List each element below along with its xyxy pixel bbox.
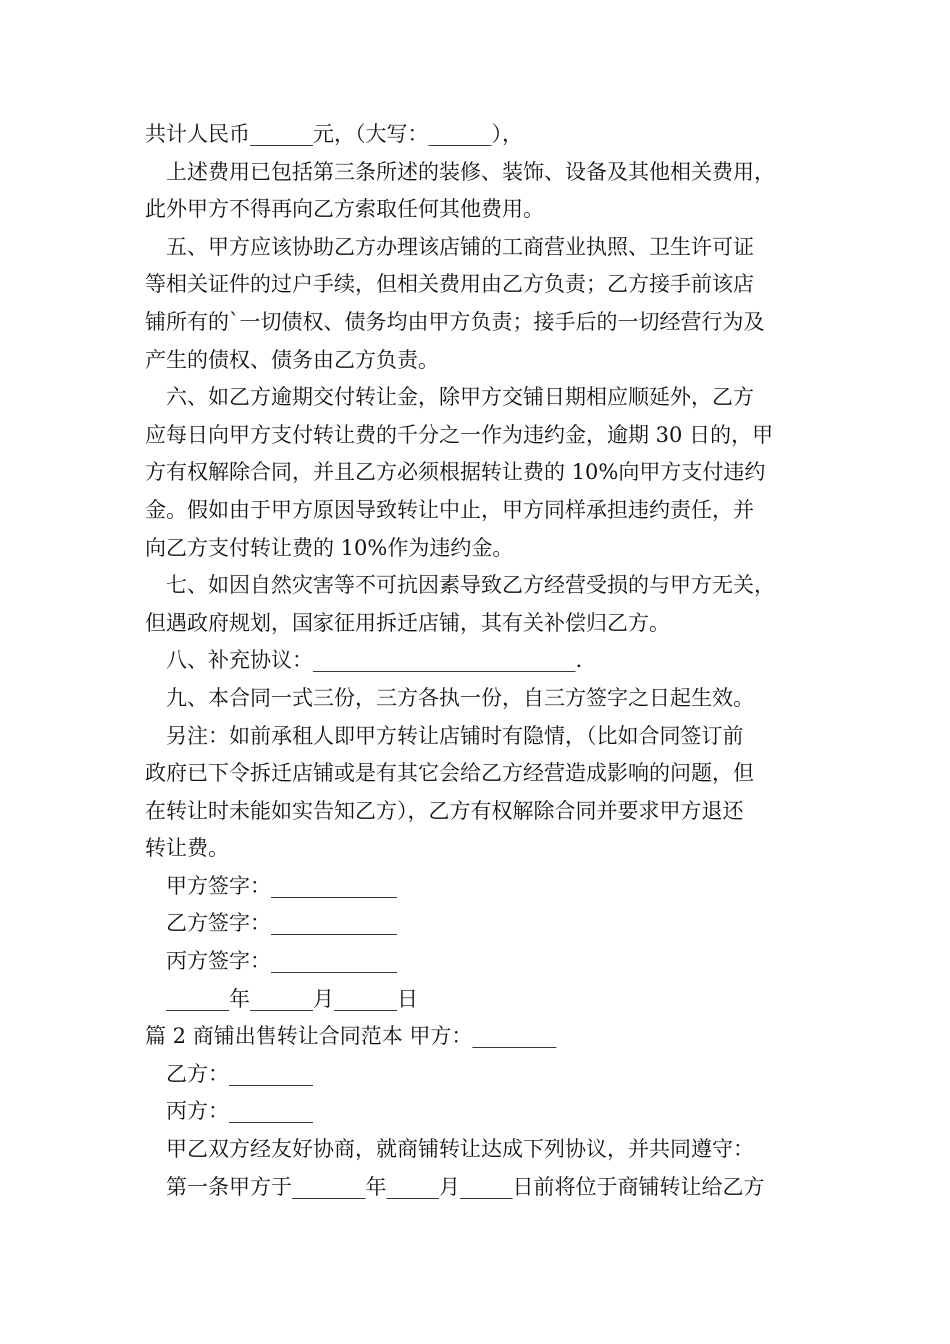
- text-line: 但遇政府规划，国家征用拆迁店铺，其有关补偿归乙方。: [145, 610, 670, 635]
- signature-line-party-a: 甲方签字：____________: [166, 873, 397, 898]
- text-line: 在转让时未能如实告知乙方），乙方有权解除合同并要求甲方退还: [145, 798, 744, 823]
- text-line: 方有权解除合同，并且乙方必须根据转让费的 10%向甲方支付违约: [145, 460, 766, 485]
- text-line: 铺所有的`一切债权、债务均由甲方负责；接手后的一切经营行为及: [145, 309, 765, 334]
- text-line: 金。假如由于甲方原因导致转让中止，甲方同样承担违约责任，并: [145, 497, 754, 522]
- text-line: 九、本合同一式三份，三方各执一份，自三方签字之日起生效。: [166, 685, 754, 710]
- text-line: 共计人民币______元，（大写：______），: [145, 122, 523, 146]
- text-line: 六、如乙方逾期交付转让金，除甲方交铺日期相应顺延外，乙方: [166, 385, 754, 410]
- text-line: 第一条甲方于_______年_____月_____日前将位于商铺转让给乙方: [166, 1174, 765, 1199]
- text-line: 应每日向甲方支付转让费的千分之一作为违约金，逾期 30 日的，甲: [145, 422, 774, 447]
- signature-line-party-c: 丙方签字：____________: [166, 949, 397, 974]
- text-line: 另注：如前承租人即甲方转让店铺时有隐情，（比如合同签订前: [166, 723, 744, 748]
- text-line: 甲乙双方经友好协商，就商铺转让达成下列协议，并共同遵守：: [166, 1137, 754, 1162]
- text-line: 向乙方支付转让费的 10%作为违约金。: [145, 535, 514, 560]
- date-line: ______年______月______日: [166, 986, 418, 1011]
- text-line: 五、甲方应该协助乙方办理该店铺的工商营业执照、卫生许可证: [166, 234, 754, 259]
- text-line: 转让费。: [145, 836, 229, 861]
- text-line: 上述费用已包括第三条所述的装修、装饰、设备及其他相关费用，: [166, 159, 775, 184]
- text-line: 产生的债权、债务由乙方负责。: [145, 347, 439, 372]
- text-line: 此外甲方不得再向乙方索取任何其他费用。: [145, 197, 544, 222]
- text-line: 等相关证件的过户手续，但相关费用由乙方负责；乙方接手前该店: [145, 272, 754, 297]
- text-line: 八、补充协议：_________________________.: [166, 648, 583, 673]
- signature-line-party-b: 乙方签字：____________: [166, 911, 397, 936]
- text-line: 乙方：________: [166, 1061, 313, 1086]
- text-line: 丙方：________: [166, 1099, 313, 1124]
- document-page: [145, 116, 825, 1206]
- section-heading: 篇 2 商铺出售转让合同范本 甲方：________: [145, 1024, 557, 1049]
- text-line: 政府已下令拆迁店铺或是有其它会给乙方经营造成影响的问题，但: [145, 761, 754, 786]
- text-line: 七、如因自然灾害等不可抗因素导致乙方经营受损的与甲方无关，: [166, 573, 775, 598]
